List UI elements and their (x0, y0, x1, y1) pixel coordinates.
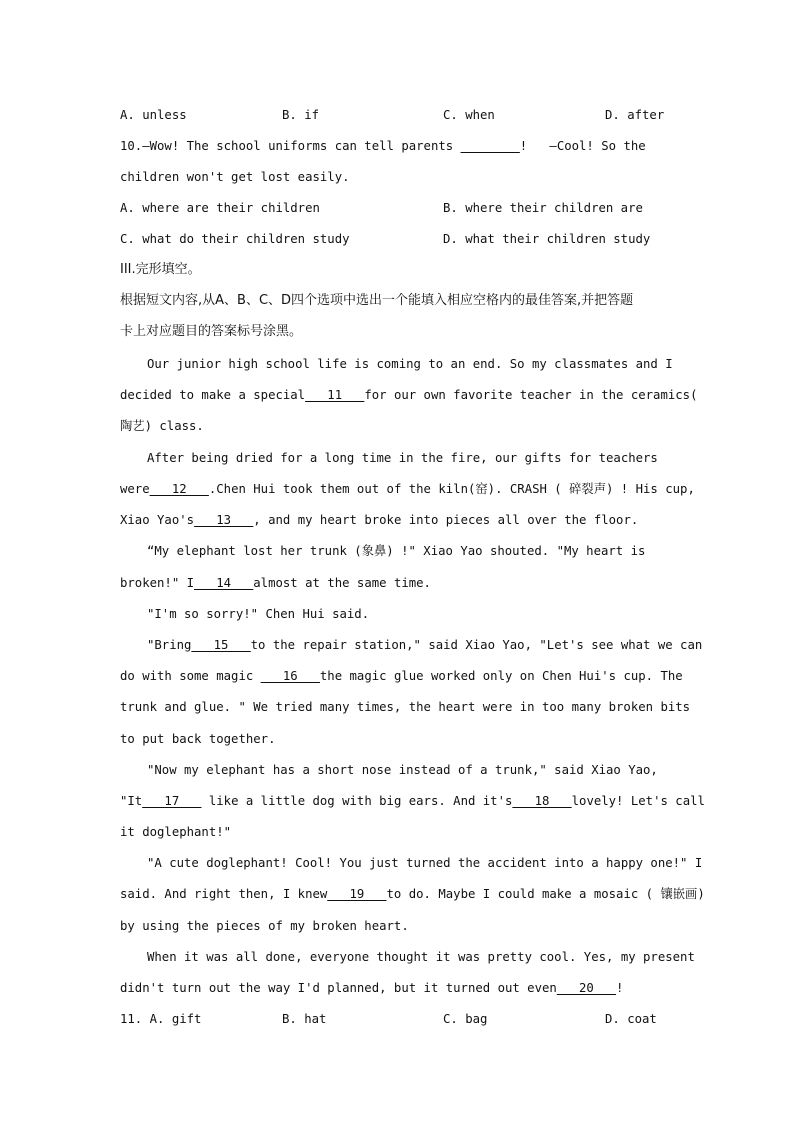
q11-option-c[interactable]: C. bag (443, 1012, 488, 1026)
q9-option-d[interactable]: D. after (605, 108, 665, 122)
blank-18: ___18___ (512, 794, 572, 808)
q10-stem-text-b: ! —Cool! So the (519, 139, 646, 153)
text: to do. Maybe I could make a mosaic ( 镶嵌画) (386, 887, 705, 901)
text: almost at the same time. (253, 576, 431, 590)
text: said. And right then, I knew (120, 887, 328, 901)
q10-option-a[interactable]: A. where are their children (120, 201, 320, 215)
section-instruction-line-1: 根据短文内容,从A、B、C、D四个选项中选出一个能填入相应空格内的最佳答案,并把答题 (120, 293, 634, 308)
passage-p5-line-1 (147, 637, 702, 653)
passage-p2-line-1: After being dried for a long time in the fire, our gifts for teachers (147, 451, 658, 465)
passage-p6-line-3: it doglephant!" (120, 825, 232, 839)
text: Xiao Yao's (120, 513, 195, 527)
blank-20: ___20___ (556, 981, 617, 995)
text: "Bring (147, 638, 192, 652)
text: "It (120, 794, 143, 808)
passage-p1-line-2 (120, 387, 697, 403)
q10-option-d[interactable]: D. what their children study (443, 232, 651, 246)
q10-stem-line-1 (120, 138, 646, 154)
passage-p5-line-4: to put back together. (120, 732, 276, 746)
blank-12: ___12___ (149, 482, 209, 496)
blank-15: ___15___ (191, 638, 251, 652)
blank-19: ___19___ (327, 887, 387, 901)
blank-13: ___13___ (194, 513, 254, 527)
blank-17: ___17___ (142, 794, 202, 808)
passage-p8-line-1: When it was all done, everyone thought it was pretty cool. Yes, my present (147, 950, 695, 964)
passage-p8-line-2 (120, 980, 623, 996)
text: do with some magic (120, 669, 261, 683)
passage-p2-line-2 (120, 481, 695, 497)
text: broken!" I (120, 576, 195, 590)
text: didn't turn out the way I'd planned, but it turned out even (120, 981, 557, 995)
passage-p7-line-3: by using the pieces of my broken heart. (120, 919, 409, 933)
q10-option-c[interactable]: C. what do their children study (120, 232, 350, 246)
text: , and my heart broke into pieces all over the floor. (253, 513, 639, 527)
q10-option-b[interactable]: B. where their children are (443, 201, 643, 215)
passage-p6-line-1: "Now my elephant has a short nose instead of a trunk," said Xiao Yao, (147, 763, 658, 777)
passage-p1-line-3: 陶艺) class. (120, 419, 204, 433)
q10-stem-line-2: children won't get lost easily. (120, 170, 350, 184)
q9-option-b[interactable]: B. if (282, 108, 320, 122)
text: lovely! Let's call (571, 794, 705, 808)
passage-p4: "I'm so sorry!" Chen Hui said. (147, 607, 370, 621)
section-instruction-line-2: 卡上对应题目的答案标号涂黑。 (120, 324, 303, 339)
passage-p7-line-1: "A cute doglephant! Cool! You just turned the accident into a happy one!" I (147, 856, 703, 870)
q9-option-a[interactable]: A. unless (120, 108, 187, 122)
blank-16: ___16___ (260, 669, 320, 683)
text: decided to make a special (120, 388, 306, 402)
passage-p6-line-2 (120, 793, 705, 809)
blank-11: ___11___ (305, 388, 365, 402)
passage-p7-line-2 (120, 886, 705, 902)
text: were (120, 482, 150, 496)
passage-p5-line-3: trunk and glue. " We tried many times, the heart were in too many broken bits (120, 700, 691, 714)
q11-option-a[interactable]: 11. A. gift (120, 1012, 202, 1026)
passage-p5-line-2 (120, 668, 683, 684)
text: ! (616, 981, 624, 995)
q9-option-c[interactable]: C. when (443, 108, 495, 122)
q10-blank: ________ (460, 139, 520, 153)
q10-stem-text-a: 10.—Wow! The school uniforms can tell parents (120, 139, 461, 153)
text: to the repair station," said Xiao Yao, "Let's see what we can (250, 638, 703, 652)
passage-p3-line-1: “My elephant lost her trunk (象鼻) !" Xiao Yao shouted. "My heart is (147, 544, 646, 558)
text: like a little dog with big ears. And it's (201, 794, 513, 808)
text: for our own favorite teacher in the ceramics( (364, 388, 698, 402)
passage-p1-line-1: Our junior high school life is coming to an end. So my classmates and I (147, 357, 673, 371)
text: the magic glue worked only on Chen Hui's cup. The (319, 669, 683, 683)
passage-p2-line-3 (120, 512, 638, 528)
section-title: III.完形填空。 (120, 262, 201, 277)
q11-option-d[interactable]: D. coat (605, 1012, 657, 1026)
text: .Chen Hui took them out of the kiln(窑). CRASH ( 碎裂声) ! His cup, (208, 482, 695, 496)
q11-option-b[interactable]: B. hat (282, 1012, 327, 1026)
blank-14: ___14___ (194, 576, 254, 590)
passage-p3-line-2 (120, 575, 431, 591)
